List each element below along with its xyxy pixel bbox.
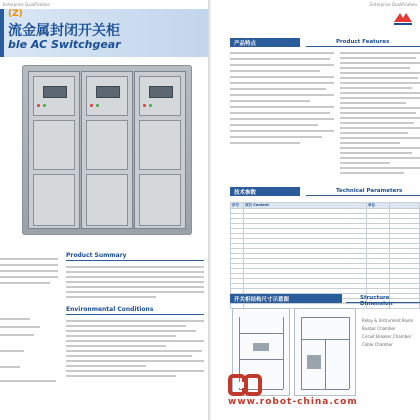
cabinet-unit [81,71,133,229]
environmental-conditions-heading: Environmental Conditions [66,306,154,313]
cabinet-door [86,174,128,226]
cabinet-window [149,86,173,98]
diagram-heading-cn: 开关柜结构尺寸示意图 [234,297,290,303]
indicator-light [96,104,99,107]
product-summary-heading: Product Summary [66,252,127,259]
table-header-cell: 单位 [367,203,390,209]
features-heading-cn: 产品特点 [234,41,257,47]
cabinet-window [96,86,120,98]
legend-item: Relay & Instrument Room [362,318,414,323]
indicator-light [43,104,46,107]
heading-rule [66,260,204,261]
tech-band-en [306,187,420,196]
indicator-light [90,104,93,107]
product-title-cn: 流金属封闭开关柜 [8,23,120,39]
product-title-badge: (Z) [8,9,23,19]
indicator-light [143,104,146,107]
indicator-light [37,104,40,107]
table-header-cell: 项目 Content [244,203,367,209]
cabinet-unit [134,71,186,229]
legend-item: Cable Chamber [362,342,393,347]
diagram-band-en [346,294,420,307]
diagram-band-cn [230,294,342,303]
cabinet-window [43,86,67,98]
watermark-site: www.robot-china.com [228,397,358,407]
cabinet-door [33,174,75,226]
indicator-light [149,104,152,107]
tech-heading-cn: 技术参数 [234,190,257,196]
product-title-en: ble AC Switchgear [8,38,121,51]
heading-rule [66,314,204,315]
technical-parameters-table [230,202,420,309]
header-left-caption: Enterprise Qualification [3,2,51,7]
cabinet-door [139,174,181,226]
tech-heading-en: Technical Parameters [336,188,403,194]
company-logo [392,10,414,26]
features-band-cn [230,38,300,47]
tech-band-cn [230,187,300,196]
cabinet-door [33,120,75,170]
features-heading-en: Product Features [336,39,390,45]
features-band-en [306,38,420,47]
legend-item: Busbar Chamber [362,326,396,331]
cabinet-door [139,120,181,170]
cabinet-unit [28,71,80,229]
watermark-logo [228,372,262,398]
header-right-caption: Enterprise Qualification [369,2,417,7]
left-banner-stripe [0,9,4,57]
table-header-cell: 序号 [231,203,244,209]
legend-item: Circuit Breaker Chamber [362,334,412,339]
switchgear-image [22,65,192,235]
cabinet-door [86,120,128,170]
page-spine [208,0,211,420]
diagram-heading-en: Structure Dimension [360,295,393,307]
side-view-diagram [294,308,356,396]
